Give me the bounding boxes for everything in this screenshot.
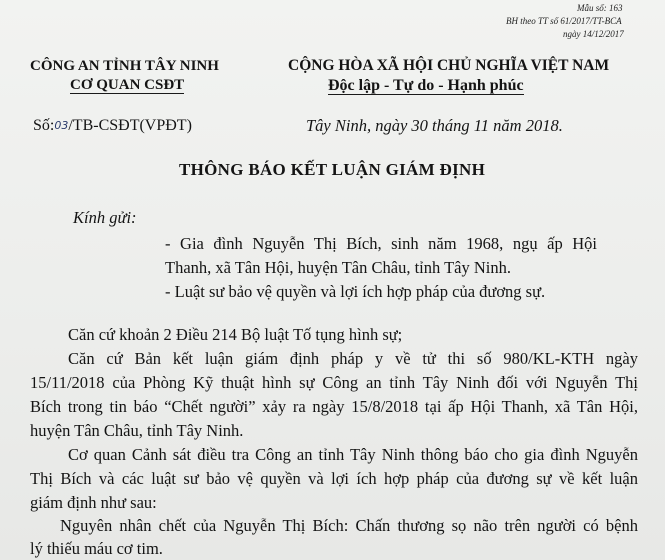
document-title: THÔNG BÁO KẾT LUẬN GIÁM ĐỊNH	[179, 160, 486, 179]
notice-line1: Cơ quan Cảnh sát điều tra Công an tỉnh Tây Ninh thông báo cho gia đình Nguyễn	[68, 445, 638, 464]
legal-basis-paragraph: Căn cứ khoản 2 Điều 214 Bộ luật Tố tụng hình sự;	[68, 325, 403, 344]
agency-name: CÔNG AN TỈNH TÂY NINH	[30, 58, 219, 74]
national-motto: Độc lập - Tự do - Hạnh phúc	[328, 77, 524, 94]
cause-of-death-line1: Nguyên nhân chết của Nguyễn Thị Bích: Chấn thương sọ não trên người có bệnh	[60, 516, 638, 535]
expert-report-line4: huyện Tân Châu, tỉnh Tây Ninh.	[30, 421, 244, 440]
recipient-family-line1: - Gia đình Nguyễn Thị Bích, sinh năm 1968, ngụ ấp Hội	[165, 234, 597, 253]
recipient-family-line2: Thanh, xã Tân Hội, huyện Tân Châu, tỉnh Tây Ninh.	[165, 258, 511, 277]
expert-report-line2: 15/11/2018 của Phòng Kỹ thuật hình sự Công an tỉnh Tây Ninh đối với Nguyễn Thị	[30, 373, 638, 392]
expert-report-line3: Bích trong tin báo “Chết người” xảy ra ngày 15/8/2018 tại ấp Hội Thanh, xã Tân Hội,	[30, 397, 638, 416]
form-date: ngày 14/12/2017	[563, 29, 624, 39]
handwritten-number: 03	[54, 119, 69, 132]
department-name: CƠ QUAN CSĐT	[70, 77, 185, 93]
document-number: Số:03/TB-CSĐT(VPĐT)	[33, 117, 192, 134]
nation-name: CỘNG HÒA XÃ HỘI CHỦ NGHĨA VIỆT NAM	[288, 57, 610, 74]
salutation: Kính gửi:	[73, 208, 137, 227]
notice-line3: giám định như sau:	[30, 493, 157, 512]
form-legal-basis: BH theo TT số 61/2017/TT-BCA	[506, 16, 622, 26]
place-and-date: Tây Ninh, ngày 30 tháng 11 năm 2018.	[306, 116, 563, 135]
cause-of-death-line2: lý thiếu máu cơ tim.	[30, 539, 163, 558]
notice-line2: Thị Bích và các luật sư bảo vệ quyền và lợi ích hợp pháp của đương sự về kết luận	[30, 469, 638, 488]
form-number: Mẫu số: 163	[577, 3, 623, 13]
expert-report-line1: Căn cứ Bản kết luận giám định pháp y về tử thi số 980/KL-KTH ngày	[68, 349, 638, 368]
recipient-lawyers: - Luật sư bảo vệ quyền và lợi ích hợp pháp của đương sự.	[165, 282, 546, 301]
